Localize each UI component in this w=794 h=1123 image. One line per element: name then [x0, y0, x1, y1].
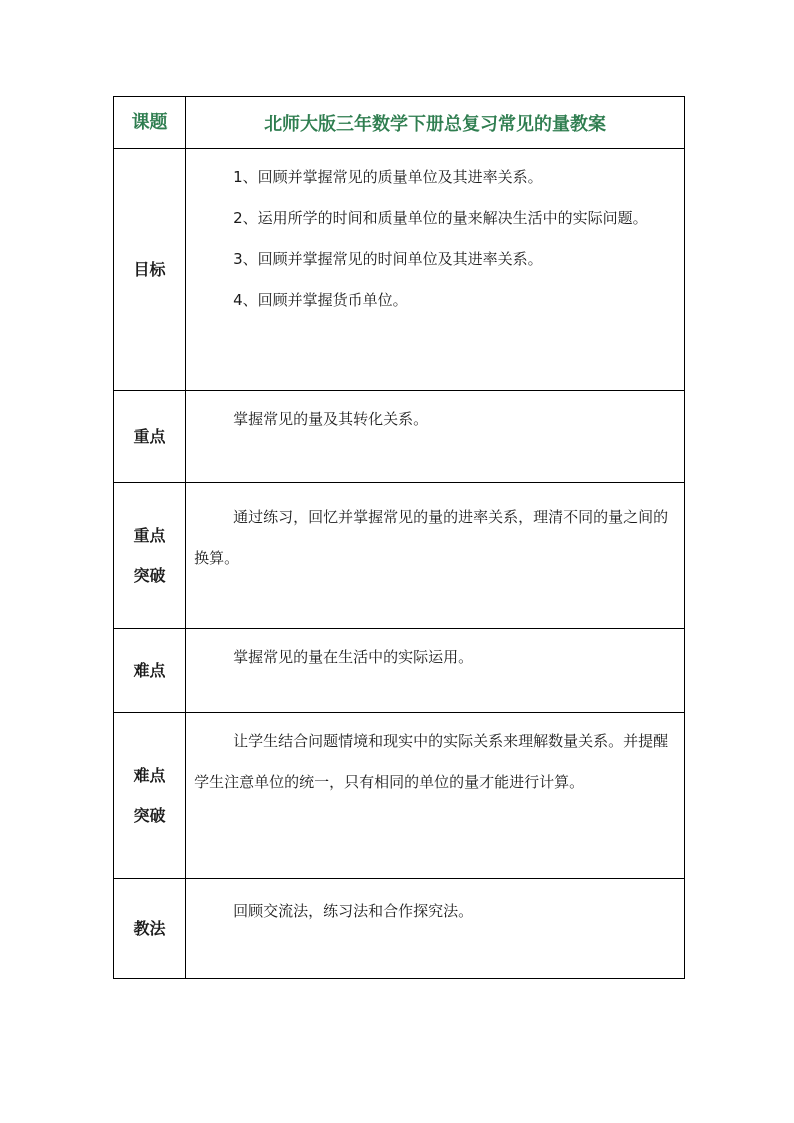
difficulty-breakthrough-text: 让学生结合问题情境和现实中的实际关系来理解数量关系。并提醒学生注意单位的统一，只有相同的单位的量才能进行计算。	[194, 732, 669, 791]
key-points-text: 掌握常见的量及其转化关系。	[233, 410, 429, 428]
difficulty-breakthrough-label-line-1: 难点	[133, 765, 166, 785]
teaching-method-label-text: 教法	[133, 918, 166, 938]
teaching-method-text: 回顾交流法，练习法和合作探究法。	[233, 902, 474, 920]
key-breakthrough-row	[114, 483, 685, 629]
difficulty-text: 掌握常见的量在生活中的实际运用。	[233, 648, 474, 666]
difficulty-breakthrough-content	[186, 713, 685, 879]
difficulty-breakthrough-label-line-2: 突破	[133, 805, 166, 825]
key-points-row	[114, 391, 685, 483]
key-points-label-text: 重点	[133, 426, 166, 446]
key-points-label	[114, 391, 186, 483]
objective-item-1: 1、回顾并掌握常见的质量单位及其进率关系。	[233, 168, 543, 186]
objectives-label	[114, 149, 186, 391]
key-breakthrough-label-line-1: 重点	[133, 525, 166, 545]
difficulty-row	[114, 629, 685, 713]
key-breakthrough-label	[114, 483, 186, 629]
page-title: 北师大版三年数学下册总复习常见的量教案	[186, 97, 685, 149]
objective-item-4: 4、回顾并掌握货币单位。	[233, 291, 408, 309]
difficulty-label	[114, 629, 186, 713]
topic-label: 课题	[114, 97, 186, 149]
teaching-method-row	[114, 879, 685, 979]
difficulty-breakthrough-label	[114, 713, 186, 879]
teaching-method-label	[114, 879, 186, 979]
objective-item-2: 2、运用所学的时间和质量单位的量来解决生活中的实际问题。	[233, 209, 648, 227]
key-breakthrough-label-line-2: 突破	[133, 565, 166, 585]
teaching-method-content	[186, 879, 685, 979]
header-row	[114, 97, 685, 149]
difficulty-breakthrough-row	[114, 713, 685, 879]
objectives-row	[114, 149, 685, 391]
difficulty-label-text: 难点	[133, 660, 166, 680]
objectives-content	[186, 149, 685, 391]
objective-item-3: 3、回顾并掌握常见的时间单位及其进率关系。	[233, 250, 543, 268]
difficulty-content	[186, 629, 685, 713]
key-breakthrough-content	[186, 483, 685, 629]
key-points-content	[186, 391, 685, 483]
objectives-label-text: 目标	[133, 259, 166, 279]
lesson-plan-table	[113, 96, 685, 979]
key-breakthrough-text: 通过练习，回忆并掌握常见的量的进率关系，理清不同的量之间的换算。	[194, 508, 669, 567]
